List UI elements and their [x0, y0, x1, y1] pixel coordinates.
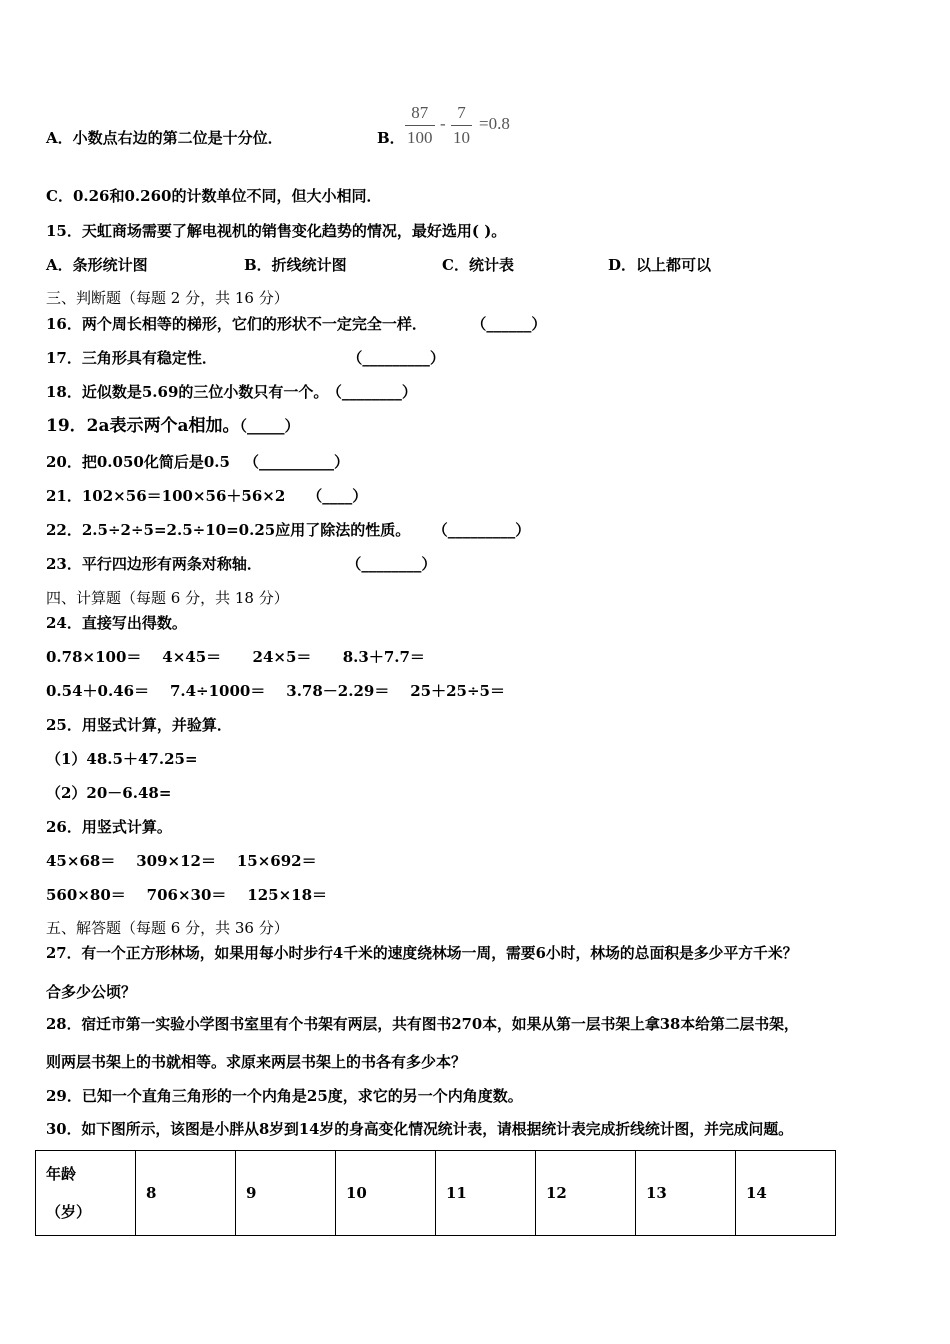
q16: [46, 314, 546, 334]
section-5-title: 五、解答题（每题 6 分，共 36 分）: [46, 919, 289, 937]
age-header-label: 年龄: [46, 1165, 77, 1183]
age-cell: 13: [636, 1151, 736, 1236]
question-text: 21．102×56＝100×56＋56×2: [46, 487, 286, 505]
age-cell: 12: [536, 1151, 636, 1236]
question-text: 23．平行四边形有两条对称轴．: [46, 555, 262, 573]
table-row: [36, 1151, 836, 1236]
q30: 30．如下图所示，该图是小胖从8岁到14岁的身高变化情况统计表，请根据统计表完成折线统计图，并完成问题。: [46, 1121, 793, 1138]
q19: [46, 416, 300, 436]
q25-part-2: （2）20－6.48=: [46, 784, 172, 802]
q15-option-a: A．条形统计图: [46, 256, 148, 274]
question-text: 19．2a表示两个a相加。: [46, 416, 240, 436]
q15-stem: 15．天虹商场需要了解电视机的销售变化趋势的情况，最好选用( )。: [46, 222, 507, 240]
answer-blank[interactable]: （_________）: [354, 349, 445, 367]
q20: [46, 452, 349, 472]
q24-stem: 24．直接写出得数。: [46, 614, 187, 632]
q17: [46, 348, 445, 368]
age-cell: 11: [436, 1151, 536, 1236]
q21: [46, 486, 367, 506]
age-cell: 8: [136, 1151, 236, 1236]
fraction-denominator: 100: [407, 128, 433, 147]
q15-option-c: C．统计表: [442, 256, 514, 274]
q26-stem: 26．用竖式计算。: [46, 818, 172, 836]
minus-sign: -: [440, 114, 446, 133]
q26-row-1: 45×68＝ 309×12＝ 15×692＝: [46, 852, 317, 870]
q28-line-1: 28．宿迁市第一实验小学图书室里有个书架有两层，共有图书270本，如果从第一层书架上拿38本给第二层书架，: [46, 1016, 799, 1033]
fraction-denominator: 10: [453, 128, 470, 147]
q14-fraction-1: [405, 103, 435, 148]
answer-blank[interactable]: （__________）: [243, 453, 349, 471]
q15-option-b: B．折线统计图: [244, 256, 347, 274]
q23: [46, 554, 436, 574]
age-cell: 9: [236, 1151, 336, 1236]
q22: [46, 520, 530, 540]
age-cell: 10: [336, 1151, 436, 1236]
fraction-numerator: 87: [411, 103, 429, 122]
age-header-unit: （岁）: [46, 1203, 92, 1221]
q26-row-2: 560×80＝ 706×30＝ 125×18＝: [46, 886, 328, 904]
answer-blank[interactable]: （______）: [478, 315, 547, 333]
answer-blank[interactable]: （________）: [334, 383, 417, 401]
q18: [46, 382, 417, 402]
q29: 29．已知一个直角三角形的一个内角是25度，求它的另一个内角度数。: [46, 1087, 523, 1105]
answer-blank[interactable]: （_____）: [239, 417, 300, 435]
question-text: 20．把0.050化简后是0.5: [46, 453, 230, 471]
answer-blank[interactable]: （_________）: [440, 521, 531, 539]
question-text: 17．三角形具有稳定性．: [46, 349, 217, 367]
q24-row-1: 0.78×100＝ 4×45＝ 24×5＝ 8.3＋7.7＝: [46, 648, 425, 666]
fraction-bar: [451, 125, 472, 126]
answer-blank[interactable]: （________）: [353, 555, 437, 573]
q27-line-2: 合多少公顷？: [46, 983, 137, 1001]
q25-stem: 25．用竖式计算，并验算．: [46, 716, 232, 734]
q15-option-d: D．以上都可以: [608, 256, 712, 274]
age-header-cell: [36, 1151, 136, 1236]
fraction-bar: [405, 125, 435, 126]
age-cell: 14: [736, 1151, 836, 1236]
age-table: [35, 1150, 836, 1236]
question-text: 18．近似数是5.69的三位小数只有一个。: [46, 383, 329, 401]
q14-option-b-label: B．: [377, 129, 405, 147]
q14-option-c: C．0.26和0.260的计数单位不同，但大小相同．: [46, 187, 382, 205]
q27-line-1: 27．有一个正方形林场，如果用每小时步行4千米的速度绕林场一周，需要6小时，林场的总面积是多少平方千米？: [46, 945, 798, 962]
q24-row-2: 0.54＋0.46＝ 7.4÷1000＝ 3.78－2.29＝ 25＋25÷5＝: [46, 682, 505, 700]
answer-blank[interactable]: （____）: [307, 487, 368, 505]
q28-line-2: 则两层书架上的书就相等。求原来两层书架上的书各有多少本？: [46, 1053, 467, 1071]
q25-part-1: （1）48.5＋47.25=: [46, 750, 198, 768]
q14-option-a: A．小数点右边的第二位是十分位．: [46, 129, 283, 147]
question-text: 22．2.5÷2÷5=2.5÷10=0.25应用了除法的性质。: [46, 521, 411, 539]
section-4-title: 四、计算题（每题 6 分，共 18 分）: [46, 589, 289, 607]
question-text: 16．两个周长相等的梯形，它们的形状不一定完全一样．: [46, 315, 427, 333]
fraction-numerator: 7: [457, 103, 466, 122]
section-3-title: 三、判断题（每题 2 分，共 16 分）: [46, 289, 289, 307]
q14-fraction-2: [451, 103, 472, 148]
q14-result: =0.8: [479, 114, 510, 133]
